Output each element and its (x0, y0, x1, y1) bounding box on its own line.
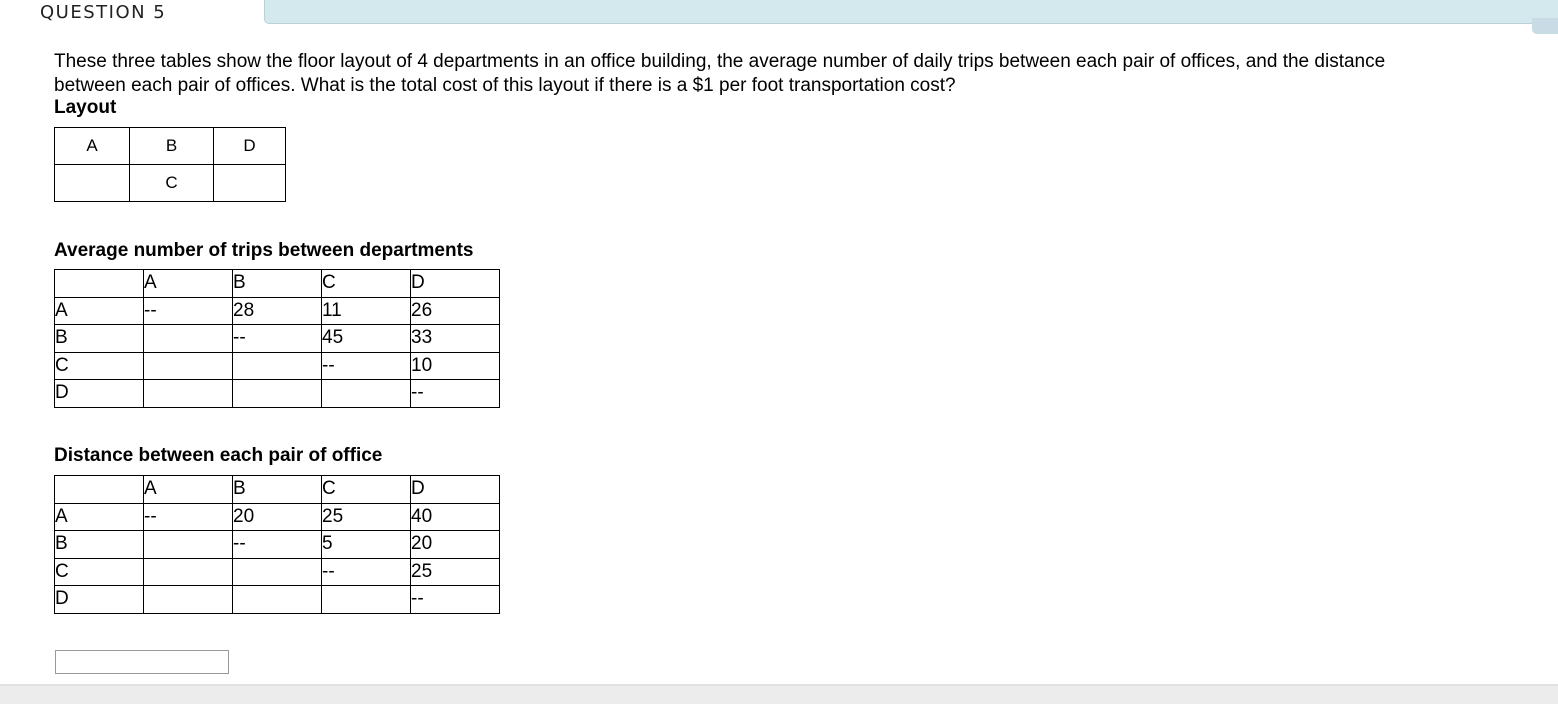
distance-table (54, 475, 500, 614)
trips-cell: 10 (411, 352, 500, 380)
trips-cell: 26 (411, 297, 500, 325)
distance-cell (144, 558, 233, 586)
points-tab (1532, 18, 1558, 34)
distance-cell (144, 586, 233, 614)
answer-input[interactable] (55, 650, 229, 674)
trips-cell: 28 (233, 297, 322, 325)
trips-cell: 45 (322, 325, 411, 353)
distance-cell: -- (322, 558, 411, 586)
distance-cell (233, 558, 322, 586)
layout-cell: D (214, 128, 286, 165)
trips-cell: -- (144, 297, 233, 325)
distance-row (55, 531, 500, 559)
trips-cell: 33 (411, 325, 500, 353)
trips-cell: -- (233, 325, 322, 353)
distance-cell: -- (144, 503, 233, 531)
trips-row (55, 325, 500, 353)
distance-cell: C (55, 558, 144, 586)
trips-cell (322, 380, 411, 408)
distance-cell (144, 531, 233, 559)
layout-cell: A (55, 128, 130, 165)
trips-cell: C (55, 352, 144, 380)
footer-bar (0, 684, 1558, 704)
trips-row (55, 380, 500, 408)
points-bar (264, 0, 1558, 24)
layout-cell: B (130, 128, 214, 165)
distance-row (55, 503, 500, 531)
distance-cell: 20 (411, 531, 500, 559)
layout-cell: C (130, 165, 214, 202)
layout-cell (214, 165, 286, 202)
distance-cell: 25 (411, 558, 500, 586)
trips-cell: B (55, 325, 144, 353)
trips-table (54, 269, 500, 408)
distance-row (55, 476, 500, 504)
trips-row (55, 297, 500, 325)
distance-cell: 5 (322, 531, 411, 559)
question-title: QUESTION 5 (40, 2, 167, 23)
distance-cell: A (55, 503, 144, 531)
distance-cell: D (411, 476, 500, 504)
trips-cell: A (55, 297, 144, 325)
distance-cell: D (55, 586, 144, 614)
distance-cell (55, 476, 144, 504)
layout-cell (55, 165, 130, 202)
distance-cell: -- (233, 531, 322, 559)
layout-heading: Layout (54, 97, 117, 118)
trips-cell (233, 352, 322, 380)
distance-cell: 40 (411, 503, 500, 531)
distance-cell: 25 (322, 503, 411, 531)
layout-row (55, 128, 286, 165)
trips-cell (144, 325, 233, 353)
trips-cell (55, 270, 144, 298)
question-prompt: These three tables show the floor layout of 4 departments in an office building, the average number of daily trips between each pair of offices, and the distance between each pair of offices. What is the total cost of this layout if there is a $1 per foot transportation cost? (54, 51, 1386, 96)
distance-cell: B (55, 531, 144, 559)
distance-cell (233, 586, 322, 614)
trips-cell: -- (322, 352, 411, 380)
distance-cell: C (322, 476, 411, 504)
distance-cell (322, 586, 411, 614)
distance-heading: Distance between each pair of office (54, 445, 383, 466)
layout-table (54, 127, 286, 202)
trips-cell (144, 380, 233, 408)
trips-row (55, 270, 500, 298)
distance-row (55, 558, 500, 586)
layout-row (55, 165, 286, 202)
trips-row (55, 352, 500, 380)
trips-cell: A (144, 270, 233, 298)
trips-cell: D (55, 380, 144, 408)
distance-row (55, 586, 500, 614)
trips-cell (233, 380, 322, 408)
trips-cell (144, 352, 233, 380)
trips-cell: 11 (322, 297, 411, 325)
trips-cell: -- (411, 380, 500, 408)
trips-cell: D (411, 270, 500, 298)
trips-cell: C (322, 270, 411, 298)
trips-cell: B (233, 270, 322, 298)
distance-cell: A (144, 476, 233, 504)
distance-cell: -- (411, 586, 500, 614)
trips-heading: Average number of trips between departments (54, 240, 474, 261)
distance-cell: 20 (233, 503, 322, 531)
distance-cell: B (233, 476, 322, 504)
